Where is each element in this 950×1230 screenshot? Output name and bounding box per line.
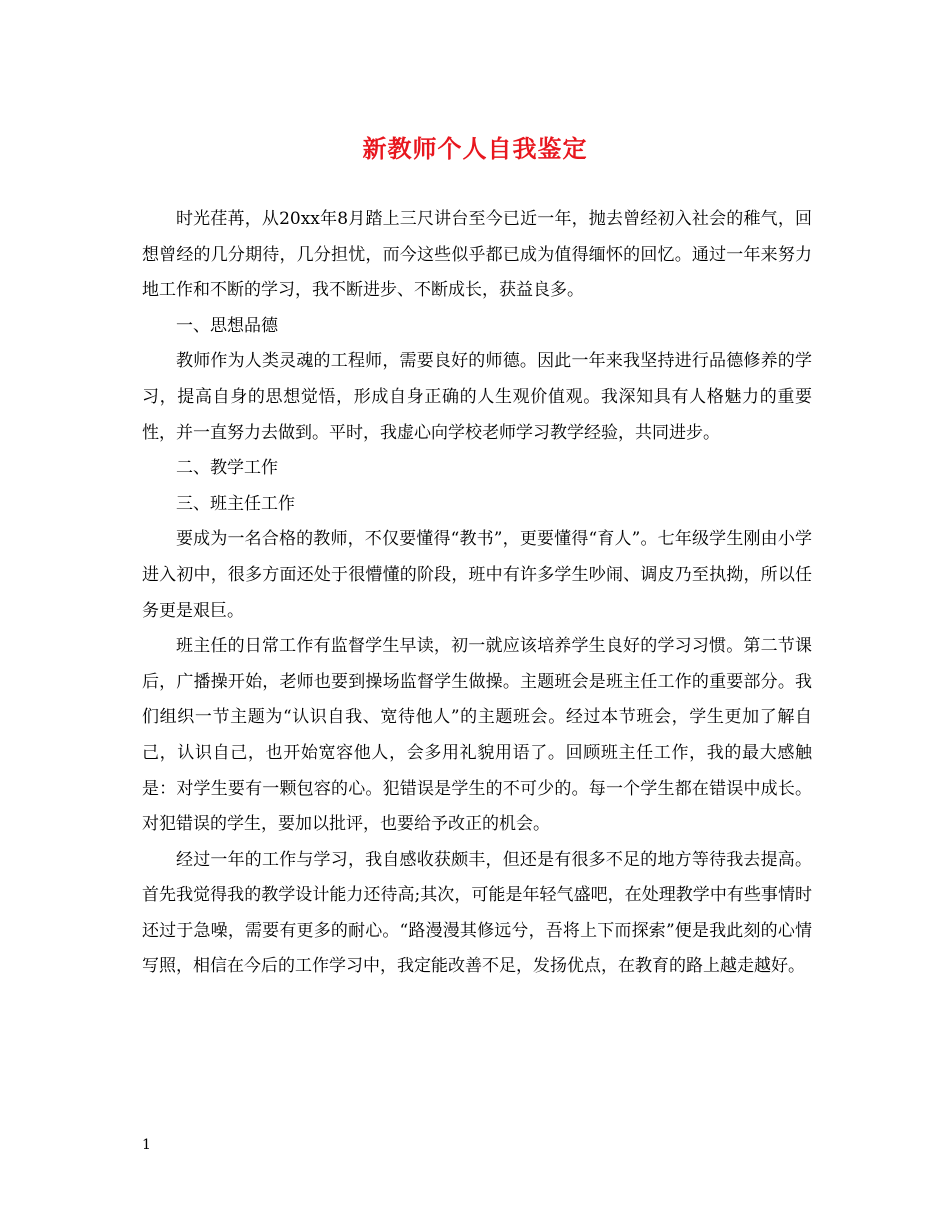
document-title: 新教师个人自我鉴定 — [362, 134, 588, 163]
page-number: 1 — [142, 1137, 151, 1153]
paragraph-conclusion: 经过一年的工作与学习，我自感收获颇丰，但还是有很多不足的地方等待我去提高。首先我觉得我的教学设计能力还待高;其次，可能是年轻气盛吧，在处理教学中有些事情时还过于急噪，需要有更多的耐心。“路漫漫其修远兮，吾将上下而探索”便是我此刻的心情写照，相信在今后的工作学习中，我定能改善不足，发扬优点，在教育的路上越走越好。 — [142, 849, 812, 977]
document-body — [142, 202, 812, 985]
section-heading-class-teacher: 三、班主任工作 — [176, 493, 295, 514]
paragraph-intro: 时光荏苒，从20xx年8月踏上三尺讲台至今已近一年，抛去曾经初入社会的稚气，回想曾经的几分期待，几分担忧，而今这些似乎都已成为值得缅怀的回忆。通过一年来努力地工作和不断的学习，我不断进步、不断成长，获益良多。 — [142, 209, 812, 301]
paragraph-ethics: 教师作为人类灵魂的工程师，需要良好的师德。因此一年来我坚持进行品德修养的学习，提高自身的思想觉悟，形成自身正确的人生观价值观。我深知具有人格魅力的重要性，并一直努力去做到。平时，我虚心向学校老师学习教学经验，共同进步。 — [142, 351, 812, 443]
section-heading-teaching: 二、教学工作 — [176, 458, 278, 479]
paragraph-class-teacher-daily: 班主任的日常工作有监督学生早读，初一就应该培养学生良好的学习习惯。第二节课后，广播操开始，老师也要到操场监督学生做操。主题班会是班主任工作的重要部分。我们组织一节主题为“认识自我、宽待他人”的主题班会。经过本节班会，学生更加了解自己，认识自己，也开始宽容他人，会多用礼貌用语了。回顾班主任工作，我的最大感触是：对学生要有一颗包容的心。犯错误是学生的不可少的。每一个学生都在错误中成长。对犯错误的学生，要加以批评，也要给予改正的机会。 — [142, 636, 812, 835]
section-heading-ethics: 一、思想品德 — [176, 315, 278, 336]
paragraph-class-teacher-goal: 要成为一名合格的教师，不仅要懂得“教书”，更要懂得“育人”。七年级学生刚由小学进入初中，很多方面还处于很懵懂的阶段，班中有许多学生吵闹、调皮乃至执拗，所以任务更是艰巨。 — [142, 529, 812, 621]
